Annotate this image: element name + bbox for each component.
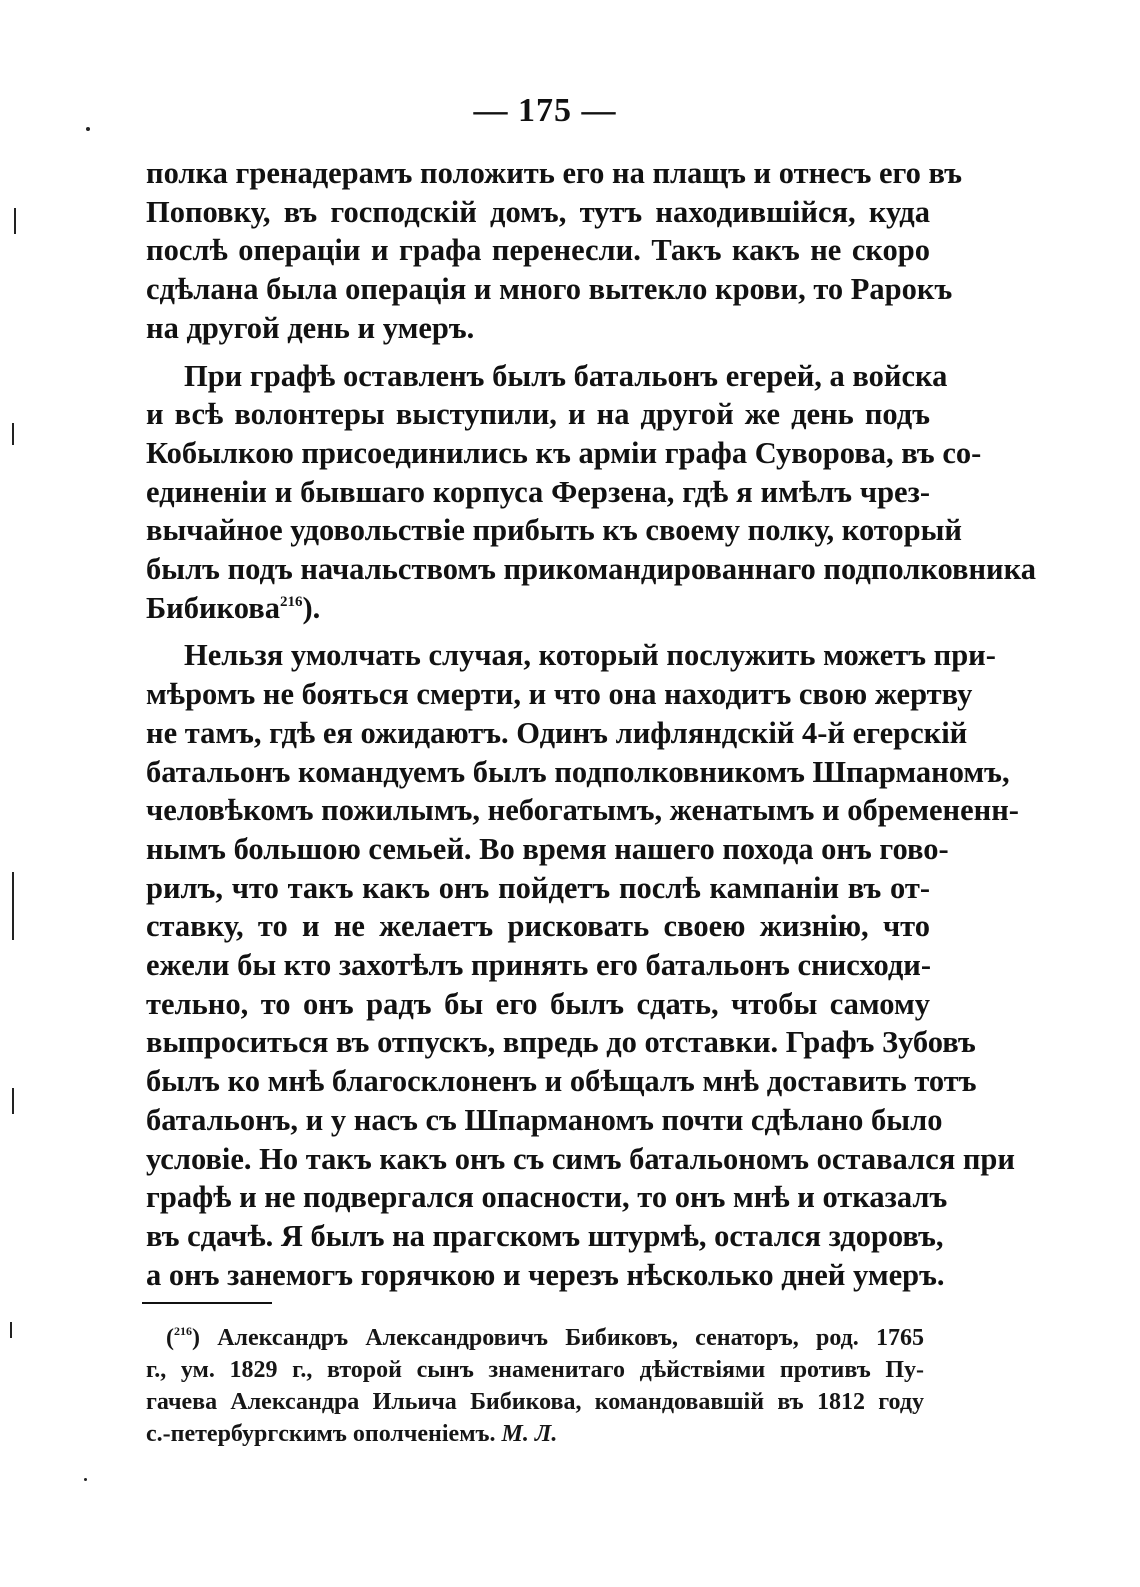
text-line: батальонъ, и у насъ съ Шпарманомъ почти сдѣлано было [146,1102,943,1137]
text-line: а онъ занемогъ горячкою и черезъ нѣсколько дней умеръ. [146,1257,945,1292]
text-line [146,589,930,628]
footnote-line-text: Александръ Александровичъ Бибиковъ, сенаторъ, род. 1765 [217,1325,924,1351]
text-line: не тамъ, гдѣ ея ожидаютъ. Одинъ лифляндскій 4-й егерскій [146,715,968,750]
scan-mark [12,423,14,445]
text-line: былъ подъ начальствомъ прикомандированнаго подполковника [146,552,1036,587]
name-bibikov: Бибикова [146,590,280,625]
text-line: человѣкомъ пожилымъ, небогатымъ, женатымъ и обремененн- [146,793,1019,828]
paragraph-2 [146,357,1036,628]
paragraph-1 [146,154,962,348]
text-line: сдѣлана была операція и много вытекло крови, то Рарокъ [146,272,953,307]
text-line: Поповку, въ господскій домъ, тутъ находившійся, куда [146,194,930,229]
text-line: мѣромъ не бояться смерти, и что она находитъ свою жертву [146,677,973,712]
text-line: единеніи и бывшаго корпуса Ферзена, гдѣ я имѣлъ чрез- [146,474,930,509]
text-line: нымъ большою семьей. Во время нашего похода онъ гово- [146,831,949,866]
footnote-line-text: с.-петербургскимъ ополченіемъ. [146,1421,496,1447]
text-line: и всѣ волонтеры выступили, и на другой же день подъ [146,397,930,432]
text-line: въ сдачѣ. Я былъ на прагскомъ штурмѣ, остался здоровъ, [146,1218,944,1253]
text-line: выпроситься въ отпускъ, впредь до отставки. Графъ Зубовъ [146,1025,976,1060]
text-line: рилъ, что такъ какъ онъ пойдетъ послѣ кампаніи въ от- [146,870,930,905]
footnote-line: ($^{216}$) Александръ Александровичъ Бибиковъ, сенаторъ, род. 1765 [166,1324,924,1351]
text-line: ежели бы кто захотѣлъ принять его батальонъ снисходи- [146,948,931,983]
text-line: батальонъ командуемъ былъ подполковникомъ Шпарманомъ, [146,754,1010,789]
text-line: послѣ операціи и графа перенесли. Такъ какъ не скоро [146,233,930,268]
text-line: тельно, то онъ радъ бы его былъ сдать, чтобы самому [146,986,930,1021]
scan-mark [12,1088,14,1114]
text-line: Кобылкою присоединились къ арміи графа Суворова, въ со- [146,435,982,470]
text-line: на другой день и умеръ. [146,310,475,345]
closing-punctuation: ). [302,590,321,625]
scan-speck [86,127,90,131]
footnote-separator [142,1302,272,1304]
main-text [146,154,1036,1303]
footnote [146,1322,924,1450]
text-line: условіе. Но такъ какъ онъ съ симъ батальономъ оставался при [146,1141,1015,1176]
footnote-line [146,1418,924,1450]
text-line: вычайное удовольствіе прибыть къ своему полку, который [146,513,962,548]
scan-speck [84,1478,87,1481]
text-line: графѣ и не подвергался опасности, то онъ мнѣ и отказалъ [146,1180,948,1215]
text-line: При графѣ оставленъ былъ батальонъ егерей, а войска [184,358,948,393]
footnote-reference[interactable]: 216 [279,593,303,610]
text-line: Нельзя умолчать случая, который послужить можетъ при- [184,638,996,673]
editor-initials: М. Л. [501,1421,558,1447]
scan-mark [10,1322,12,1338]
text-line: ставку, то и не желаетъ рисковать своею жизнію, что [146,909,930,944]
text-line: былъ ко мнѣ благосклоненъ и обѣщалъ мнѣ доставить тотъ [146,1064,977,1099]
text-line: полка гренадерамъ положить его на плащъ и отнесъ его въ [146,156,962,190]
scan-mark [14,208,16,234]
scan-mark [12,872,14,940]
page-number: — 175 — [473,92,617,129]
paragraph-3 [146,636,1019,1294]
footnote-number: 216 [174,1324,192,1338]
footnote-line: гачева Александра Ильича Бибикова, командовавшій въ 1812 году [146,1389,924,1415]
footnote-line: г., ум. 1829 г., второй сынъ знаменитаго дѣйствіями противъ Пу- [146,1357,924,1383]
